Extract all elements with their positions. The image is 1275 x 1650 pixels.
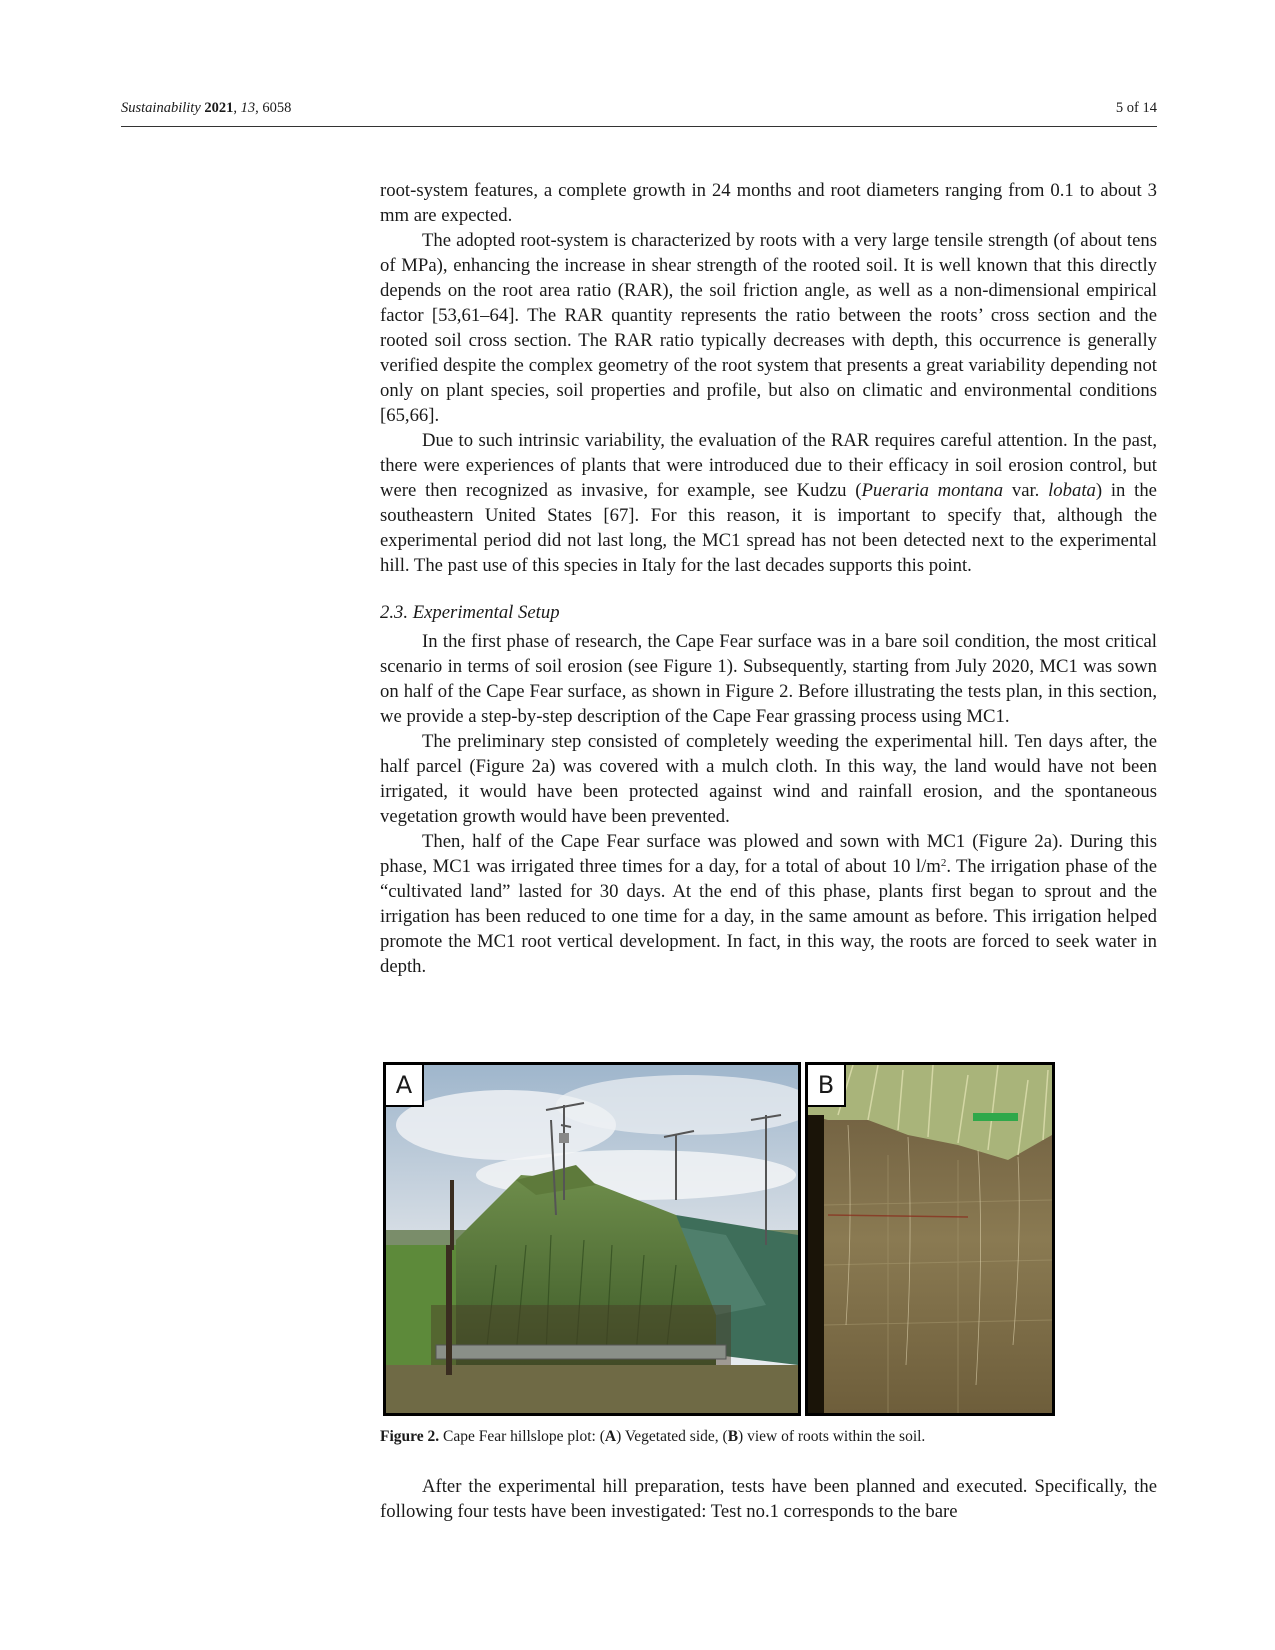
text-run: ) in the southeastern United States [67]. For this reason, it is important to specify that, although the experimental period did not last long, the MC1 spread has not been detected next to the experimental hill. The past use of this species in Italy for the last decades supports this point. bbox=[380, 480, 1157, 576]
roots-in-soil-photo bbox=[808, 1065, 1052, 1413]
panel-label-b: B bbox=[808, 1065, 846, 1107]
species-name: Pueraria montana bbox=[861, 480, 1004, 501]
journal-name: Sustainability bbox=[121, 100, 201, 116]
panel-label-a: A bbox=[386, 1065, 424, 1107]
text-run: Due to such intrinsic variability, the evaluation of the RAR requires careful attention. In the past, there were experiences of plants that were introduced due to their efficacy in soil erosion control, but were then recognized as invasive, for example, see Kudzu ( bbox=[380, 430, 1157, 501]
paragraph-irrigation bbox=[380, 829, 1157, 979]
caption-ref-b: B bbox=[727, 1428, 739, 1445]
paragraph-first-phase: In the first phase of research, the Cape Fear surface was in a bare soil condition, the most critical scenario in terms of soil erosion (see Figure 1). Subsequently, starting from July 2020, MC1 was sown on half of the Cape Fear surface, as shown in Figure 2. Before illustrating the tests plan, in this section, we provide a step-by-step description of the Cape Fear grassing process using MC1. bbox=[380, 631, 1157, 727]
vegetated-hillslope-photo bbox=[386, 1065, 798, 1413]
text-run: Then, half of the Cape Fear surface was plowed and sown with MC1 (Figure 2a). During this phase, MC1 was irrigated three times for a day, for a total of about 10 l/m bbox=[380, 831, 1157, 877]
journal-volume: 13 bbox=[240, 100, 256, 116]
variety-name: lobata bbox=[1048, 480, 1096, 501]
text-run: . The irrigation phase of the “cultivated land” lasted for 30 days. At the end of this phase, plants first began to sprout and the irrigation has been reduced to one time for a day, in the same amount as before. This irrigation helped promote the MC1 root vertical development. In fact, in this way, the roots are forced to seek water in depth. bbox=[380, 856, 1158, 977]
superscript: 2 bbox=[940, 857, 947, 869]
figure-panel-a bbox=[383, 1062, 801, 1416]
caption-label: Figure 2. bbox=[380, 1428, 440, 1445]
caption-text: ) Vegetated side, ( bbox=[616, 1428, 728, 1445]
figure-2 bbox=[383, 1062, 1055, 1416]
main-text bbox=[380, 178, 1157, 979]
paragraph-tests: After the experimental hill preparation, tests have been planned and executed. Specifically, the following four tests have been investigated: Test no.1 corresponds to the bare bbox=[380, 1476, 1157, 1522]
figure-caption bbox=[380, 1427, 1157, 1447]
journal-citation: Sustainability 2021, 13, 6058 bbox=[121, 100, 292, 116]
page-number: 5 of 14 bbox=[1115, 100, 1157, 116]
main-text-continued bbox=[380, 1474, 1157, 1524]
caption-text: ) view of roots within the soil. bbox=[738, 1428, 926, 1445]
running-header bbox=[121, 98, 1157, 127]
caption-text: Cape Fear hillslope plot: ( bbox=[439, 1428, 605, 1445]
journal-year: 2021 bbox=[204, 100, 234, 116]
paragraph-continued: root-system features, a complete growth in 24 months and root diameters ranging from 0.1 to about 3 mm are expected. bbox=[380, 180, 1157, 226]
paragraph-preliminary: The preliminary step consisted of completely weeding the experimental hill. Ten days after, the half parcel (Figure 2a) was covered with a mulch cloth. In this way, the land would have not been irrigated, it would have been protected against wind and rainfall erosion, and the spontaneous vegetation growth would have been prevented. bbox=[380, 731, 1157, 827]
text-run: var. bbox=[1003, 480, 1049, 501]
article-number: , 6058 bbox=[255, 100, 292, 116]
paragraph-rar: The adopted root-system is characterized by roots with a very large tensile strength (of about tens of MPa), enhancing the increase in shear strength of the rooted soil. It is well known that this directly depends on the root area ratio (RAR), the soil friction angle, as well as a non-dimensional empirical factor [53,61–64]. The RAR quantity represents the ratio between the roots’ cross section and the rooted soil cross section. The RAR ratio typically decreases with depth, this occurrence is generally verified despite the complex geometry of the root system that presents a great variability depending not only on plant species, soil properties and profile, but also on climatic and environmental conditions [65,66]. bbox=[380, 230, 1157, 426]
paragraph-variability bbox=[380, 428, 1157, 578]
caption-ref-a: A bbox=[604, 1428, 617, 1445]
section-heading: 2.3. Experimental Setup bbox=[380, 602, 560, 623]
figure-panel-b bbox=[805, 1062, 1055, 1416]
